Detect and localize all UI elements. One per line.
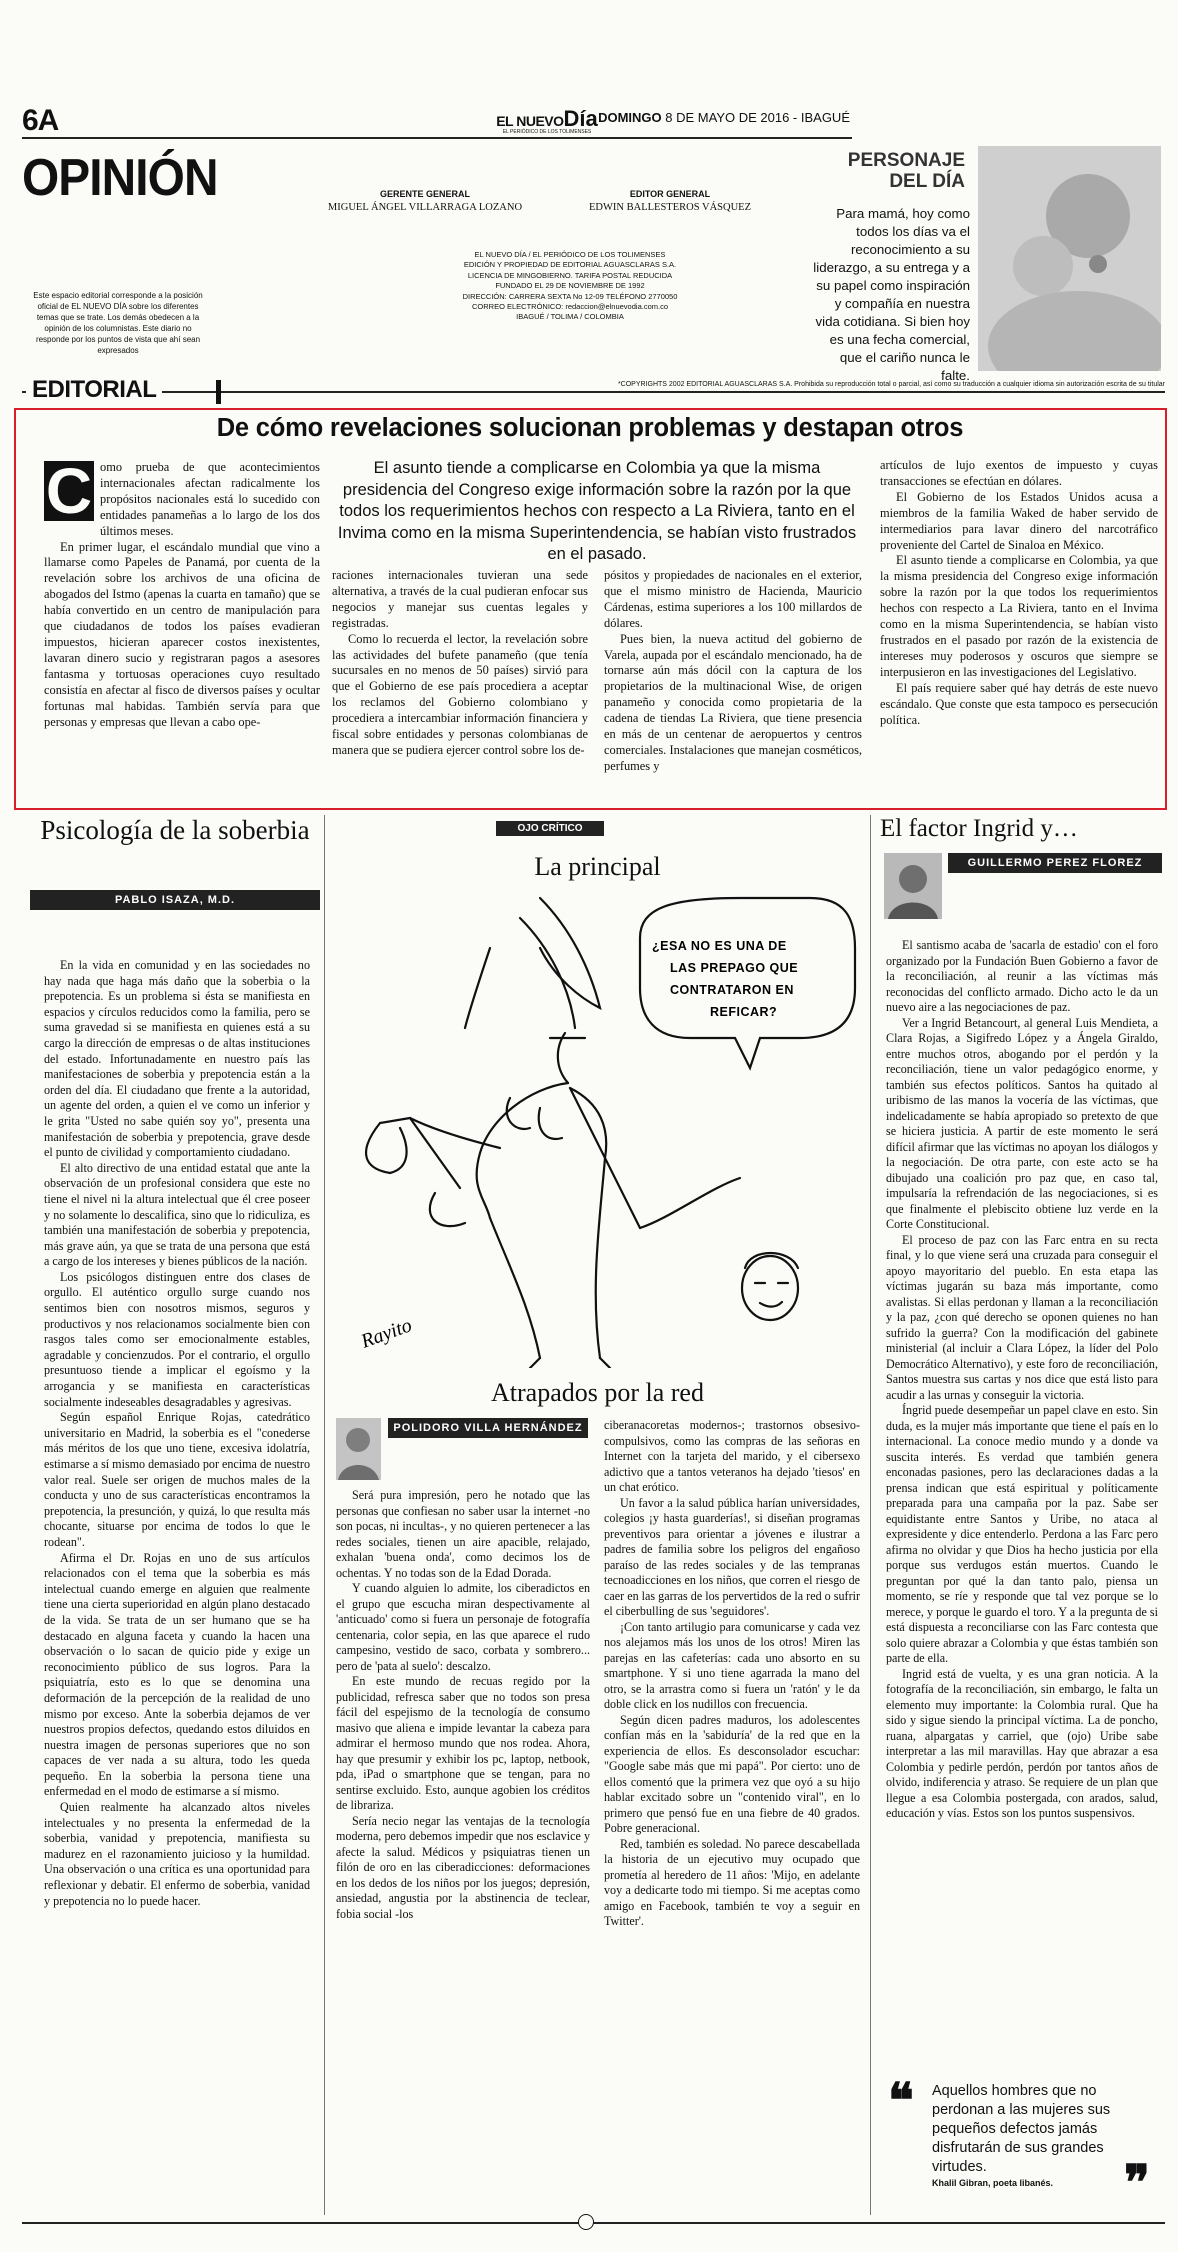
right-column-author: GUILLERMO PEREZ FLOREZ bbox=[948, 853, 1162, 873]
imprint-line: CORREO ELECTRÓNICO: redaccion@elnuevodia.com.co bbox=[471, 302, 668, 312]
editorial-paragraph: El país requiere saber qué hay detrás de este nuevo escándalo. Que conste que esta tampoco es persecución política. bbox=[880, 680, 1158, 727]
article-paragraph: Quien realmente ha alcanzado altos niveles intelectuales y no presenta la enfermedad de la soberbia, vanidad y prepotencia, manifiesta su madurez en el razonamiento juicioso y la humildad. Una observación o una crítica es una oportunidad para reflexionar y debatir. El enfermo de soberbia, vanidad y prepotencia no lo puede hacer. bbox=[44, 1800, 310, 1908]
pull-quote bbox=[888, 2075, 1158, 2210]
article-paragraph: El alto directivo de una entidad estatal que ante la observación de un profesional considera que este no tiene el nivel ni la altura intelectual que él cree poseer y no solamente lo descalifica, sino que lo ridiculiza, es también una manifestación de soberbia y prepotencia, más grave aún, ya que se trata de una persona que está a cargo de los intereses y bienes públicos de la nación. bbox=[44, 1160, 310, 1269]
article-paragraph: El proceso de paz con las Farc entra en su recta final, y lo que viene será una cruzada para conseguir el apoyo mayoritario del pueblo. En esta etapa las víctimas jugarán su baza más importante, como avalistas. Si ellas perdonan y llaman a la reconciliación y la paz, ¿con qué derecho se oponen quienes no han sufrido la guerra? Con la modificación del gabinete ministerial (al incluir a Clara López, la líder del Polo Democrático Alternativo), y este foro de reconciliación, Santos muestra sus cartas y nos dice que está listo para acudir a las urnas y conseguir la victoria. bbox=[886, 1232, 1158, 1402]
column-divider bbox=[870, 815, 871, 2215]
article-paragraph: Y cuando alguien lo admite, los ciberadictos en el grupo que escucha miran despectivamente al 'anticuado' como si fuera un personaje de fotografía centenaria, color sepia, en las que aparece el rudo campesino, vestido de saco, corbata y sombrero... pero de 'pata al suelo': descalzo. bbox=[336, 1581, 590, 1673]
editorial-paragraph: artículos de lujo exentos de impuesto y cuyas transacciones se efectúan en dólares. bbox=[880, 458, 1158, 488]
editorial-col-1 bbox=[44, 455, 320, 730]
editorial-col-2 bbox=[332, 568, 588, 759]
editorial-disclaimer: Este espacio editorial corresponde a la posición oficial de EL NUEVO DÍA sobre los diferentes temas que se trate. Los demás obedecen a la opinión de los columnistas. Este diario no responde por los puntos de vista que ahí sean expresados bbox=[33, 291, 203, 355]
quote-author: Khalil Gibran, poeta libanés. bbox=[932, 2178, 1054, 2188]
left-column-title: Psicología de la soberbia bbox=[40, 815, 310, 845]
logo-sub: EL PERIÓDICO DE LOS TOLIMENSES bbox=[502, 129, 592, 135]
imprint-line: DIRECCIÓN: CARRERA SEXTA No 12-09 TELÉFONO 2770050 bbox=[462, 291, 678, 301]
editor-title: EDITOR GENERAL bbox=[629, 189, 711, 199]
column-divider bbox=[324, 815, 325, 2215]
editorial-paragraph: El asunto tiende a complicarse en Colombia, ya que la misma presidencia del Congreso exige información sobre la razón por la que todos los requerimientos hechos con respecto a La Riviera, tanto en el Invima como en la misma Superintendencia, se habían visto frustrados en el pasado por razón de la existencia de intereses muy poderosos y oscuros que siempre se interpusieron en las investigaciones del Legislativo. bbox=[880, 553, 1158, 679]
editorial-paragraph: El Gobierno de los Estados Unidos acusa a miembros de la familia Waked de haber servido de intermediarios para lavar dinero del narcotráfico proveniente del Cartel de Sinaloa en México. bbox=[880, 489, 1158, 552]
article-paragraph: Afirma el Dr. Rojas en uno de sus artículos relacionados con el tema que la soberbia es más intelectual cuando emerge en alguien que realmente tiene una cierta superioridad en algún plano destacado de la vida. Se trata de un ser humano que se ha destacado en alguna faceta y cuando la hacen una observación o lo sacan de quicio pide y exige un reconocimiento público de sus logros. Para la psiquiatría, esto es lo que se denomina una deformación de la percepción de la realidad de uno mismo por exceso. Ante la soberbia dejamos de ver nuestros propios defectos, quedando estos diluidos en nuestra imagen de personas superiores que no son capaces de ver nada a su altura, todo les queda pequeño. En la soberbia la persona tiene una enfermedad en el modo de estimarse a sí mismo. bbox=[44, 1550, 310, 1799]
left-column-body bbox=[44, 958, 310, 1909]
editor-name: EDWIN BALLESTEROS VÁSQUEZ bbox=[589, 202, 751, 213]
left-column-author: PABLO ISAZA, M.D. bbox=[30, 890, 320, 910]
editorial-paragraph: omo prueba de que acontecimientos internacionales afectan radicalmente los propósitos nacionales está lo sucedido con entidades panameñas a lo largo de los dos últimos meses. bbox=[100, 460, 320, 538]
editorial-paragraph: raciones internacionales tuvieran una sede alternativa, a través de la cual pudieran enfocar sus negocios y manejar sus cuentas legales y registradas. bbox=[332, 568, 588, 630]
editorial-paragraph: Como lo recuerda el lector, la revelación sobre las actividades del bufete panameño (que tenía sucursales en no menos de 50 países) sirvió para que el Gobierno de ese país procediera a aceptar los reclamos del Gobierno colombiano y procediera a intercambiar información financiera y fiscal sobre entidades y personas colombianas de manera que se pudiera ejercer control sobre los de- bbox=[332, 631, 588, 757]
article-paragraph: En este mundo de recuas regido por la publicidad, refresca saber que no todos son presa fácil del espejismo de la tecnología de consumo masivo que aliena e impide levantar la cabeza para admirar el hermoso mundo que nos rodea. Ahora, hay que presumir y exhibir los pc, laptop, netbook, pda, iPad o smartphone que se tengan, para no sentirse excluido. Esto, aunque agobien los créditos de librariza. bbox=[336, 1674, 590, 1812]
photo-icon bbox=[978, 146, 1161, 371]
author-portrait-icon bbox=[884, 853, 942, 919]
article-paragraph: Según español Enrique Rojas, catedrático universitario en Madrid, la soberbia es el "conederse más méritos de los que uno tiene, excesiva idolatría, estimarse a sí mismo demasiado por encima de nuestro valor real. Suele ser origen de muchos males de la conducta y uno de sus características encontramos la prepotencia, la presunción, y quizá, lo que resulta más chocante, situarse por encima de todos lo que le rodean". bbox=[44, 1410, 310, 1549]
article-paragraph: Según dicen padres maduros, los adolescentes confían más en la 'sabiduría' de la red que en la experiencia de ellos. Es desconsolador escuchar: "Google sabe más que mi papá". Por cierto: uno de ellos comentó que la primera vez que oyó a su hijo hablar excitado sobre un "contenido viral", en lo primero que pensó fue en una fiebre de 40 grados. Pobre generacional. bbox=[604, 1712, 860, 1835]
editorial-label: EDITORIAL bbox=[26, 376, 162, 404]
section-title: OPINIÓN bbox=[22, 149, 218, 207]
masthead-rule bbox=[22, 137, 852, 139]
justice-figure-icon bbox=[340, 888, 860, 1368]
logo-dia: Día bbox=[563, 106, 598, 131]
gerente-title: GERENTE GENERAL bbox=[379, 189, 470, 199]
author-photo bbox=[336, 1418, 381, 1480]
article-paragraph: En la vida en comunidad y en las sociedades no hay nada que haga más daño que la soberbia o la prepotencia. Es un problema si ésta se manifiesta en espacios y círculos reducidos como la familia, pero se suma gravedad si se manifiesta en quienes está a su cargo la dirección de empresas o de altas instituciones del estado. Infortunadamente en nuestro país las manifestaciones de soberbia y prepotencia están a la orden del día. El ciudadano que frente a la autoridad, un agente del orden, a quien el ve como un inferior y le grita "Usted no sabe quién soy yo", presenta una manifestación de soberbia y prepotencia, grave desde el punto de civilidad y comportamiento ciudadano. bbox=[44, 958, 310, 1160]
right-column-title: El factor Ingrid y… bbox=[880, 815, 1078, 842]
imprint-line: EDICIÓN Y PROPIEDAD DE EDITORIAL AGUASCLARAS S.A. bbox=[463, 260, 677, 270]
personaje-title-2: DEL DÍA bbox=[889, 171, 965, 192]
article-paragraph: Red, también es soledad. No parece descabellada la historia de un ejecutivo muy ocupado que prometía al heredero de 11 años: 'Mijo, en adelante voy a dedicarte todo mi tiempo. Si me aceptas como amigo en Facebook, también te voy a seguir en Twitter'. bbox=[604, 1836, 860, 1928]
logo-el: EL NUEVO bbox=[496, 113, 564, 129]
right-column-body bbox=[886, 938, 1158, 1822]
quote-text: Aquellos hombres que no perdonan a las mujeres sus pequeños defectos jamás disfrutarán de sus grandes virtudes. bbox=[932, 2083, 1111, 2175]
personaje-text: Para mamá, hoy como todos los días va el reconocimiento a su liderazgo, a su entrega y a su papel como inspiración y compañía en nuestra vida cotidiana. Si bien hoy es una fecha comercial, que el cariño nunca le falte. bbox=[813, 206, 970, 383]
cartoon-section-label: OJO CRÍTICO bbox=[496, 821, 604, 836]
mother-child-photo bbox=[978, 146, 1161, 371]
label-bar bbox=[216, 380, 221, 404]
imprint-line: IBAGUÉ / TOLIMA / COLOMBIA bbox=[516, 312, 624, 322]
editorial-col-3 bbox=[604, 568, 862, 775]
speech-text-line: ¿ESA NO ES UNA DE LAS PREPAGO QUE CONTRATARON EN REFICAR? bbox=[652, 939, 799, 1019]
article-paragraph: Será pura impresión, pero he notado que las personas que confiesan no saber usar la internet -no son pocas, ni incultas-, y no quieren pertenecer a las redes sociales, tienen un aire apacible, relajado, exhalan 'buena onda', como decimos los de ochentas. Y no todas son de la Edad Dorada. bbox=[336, 1488, 590, 1580]
editorial-col-4 bbox=[880, 458, 1158, 728]
editorial-rule bbox=[22, 391, 1165, 393]
editorial-paragraph: pósitos y propiedades de nacionales en el exterior, que el mismo ministro de Hacienda, Mauricio Cárdenas, estima superiores a los 100 millardos de dólares. bbox=[604, 568, 862, 630]
article-paragraph: Los psicólogos distinguen entre dos clases de orgullo. El auténtico orgullo surge cuando nos sentimos bien con nosotros mismos, seguros y productivos y nos relacionamos socialmente bien con rasgos tales como ser emocionalmente estables, agradable y concienzudos. Por el contrario, el orgullo presuntuoso tiende a implicar el egoísmo y la arrogancia y se manifiesta en características socialmente indeseables desagradables y agresivas. bbox=[44, 1269, 310, 1409]
date-rest: 8 DE MAYO DE 2016 - IBAGUÉ bbox=[665, 110, 850, 125]
article-paragraph: Un favor a la salud pública harían universidades, colegios ¡y hasta guarderías!, si diseñan programas preventivos para orientar a jóvenes e ilustrar a padres de familia sobre los peligros del engañoso paraíso de las redes sociales y de las tempranas tecnoadicciones en los niños, que corren el riesgo de caer en las garras de los pervertidos de la red o sufrir el ciberbulling de sus 'seguidores'. bbox=[604, 1495, 860, 1618]
editorial-paragraph: Pues bien, la nueva actitud del gobierno de Varela, aupada por el escándalo mencionado, ha de tornarse aún más dócil con la captura de los propietarios de la multinacional Wise, de origen panameño y conocida como propietaria de la cadena de tiendas La Riviera, que tiene presencia en más de un centenar de aeropuertos y centros comerciales. Instalaciones que manejan cosméticos, perfumes y bbox=[604, 631, 862, 773]
center-column-author: POLIDORO VILLA HERNÁNDEZ bbox=[388, 1418, 588, 1438]
dropcap: C bbox=[45, 455, 93, 527]
page-number: 6A bbox=[22, 104, 59, 137]
author-photo bbox=[884, 853, 942, 919]
cartoon-title: La principal bbox=[534, 852, 661, 881]
imprint bbox=[420, 250, 720, 323]
article-paragraph: ¡Con tanto artilugio para comunicarse y cada vez nos alejamos más los unos de los otros! Miren las parejas en las cafeterías: cada uno absorto en su smartphone. Y si uno tiene agarrada la mano del otro, se la arrastra como si fuera un 'ratón' y le da doble click en los nudillos con frecuencia. bbox=[604, 1619, 860, 1711]
personaje-title bbox=[780, 150, 965, 192]
imprint-line: LICENCIA DE MINGOBIERNO. TARIFA POSTAL REDUCIDA bbox=[467, 270, 673, 280]
center-column-title: Atrapados por la red bbox=[491, 1378, 704, 1407]
personaje-title-1: PERSONAJE bbox=[847, 150, 965, 171]
editorial-paragraph: En primer lugar, el escándalo mundial que vino a llamarse como Papeles de Panamá, por cuenta de la revelación sobre los archivos de una oficina de abogados del Istmo (apenas la cuarta en tamaño) que se había convertido en un centro de manipulación para que ciudadanos de todos los países evadieran impuestos, hicieran aparecer costos inexistentes, lavaran dinero sucio y registraran pagos a asesores fantasma y tortuosas operaciones cuyo resultado consistía en afectar al fisco de diversos países y ocultar fortunas mal habidas. También servía para que personas y empresas que llevan a cabo ope- bbox=[44, 539, 320, 729]
cartoon-drawing bbox=[340, 888, 860, 1368]
center-column-body-b bbox=[604, 1418, 860, 1930]
issue-date bbox=[570, 110, 850, 125]
article-paragraph: Ingrid está de vuelta, y es una gran noticia. A la fotografía de la reconciliación, sin embargo, le falta un elemento muy importante: la Colombia rural. Que ha sido y sigue siendo la principal víctima. La de poncho, ruana, alpargatas y carriel, que (ojo) Uribe sabe interpretar a las mil maravillas. Hay que abrazar a esa Colombia y pedirle perdón, perdón por tantos años de olvido, indiferencia y atraso. Se requiere de un plan que llegue a esa Colombia postergada, con arados, salud, educación y vías. Estos son los puntos suspensivos. bbox=[886, 1666, 1158, 1820]
open-quote-icon: ❝ bbox=[888, 2075, 914, 2128]
editorial-deck: El asunto tiende a complicarse en Colombia ya que la misma presidencia del Congreso exige información sobre la razón por la que todos los requerimientos hechos con respecto a La Riviera, tanto en el Invima como en la misma Superintendencia, se habían visto frustrados en el pasado. bbox=[337, 459, 857, 563]
article-paragraph: ciberanacoretas modernos-; trastornos obsesivo-compulsivos, como las compras de las señoras en Internet con la tarjeta del marido, y el cibersexo adictivo que a tantos veteranos ha dejado 'tiesos' en un chat erótico. bbox=[604, 1418, 860, 1494]
close-quote-icon: ❞ bbox=[1124, 2157, 1150, 2210]
article-paragraph: Íngrid puede desempeñar un papel clave en esto. Sin duda, es la mujer más importante que tiene el país en lo internacional. La conoce medio mundo y a donde va suscita interés. Es verdad que también genera enconadas pasiones, pero las declaraciones dadas a la prensa indican que está espiritual y políticamente preparada para una campaña por la paz. Sabe ser equidistante entre Santos y Uribe, no ataca al expresidente y dice entenderlo. Perdona a las Farc pero afirma no olvidar y que Dios ha hecho justicia por ella porque sus verdugos están muertos. Cuando le preguntan por qué la dan tanto palo, piensa un momento, se ríe y responde que tal vez porque se lo merece, y porque le guardo el toro. Y a la pregunta de si está dispuesta a reconciliarse con las Farc contesta que solo quiere abrazar a Colombia y que éstas también son parte de ella. bbox=[886, 1403, 1158, 1665]
cartoon-signature: Rayito bbox=[358, 1314, 415, 1353]
article-paragraph: Ver a Ingrid Betancourt, al general Luis Mendieta, a Clara Rojas, a Sigifredo López y a Ángela Giraldo, entre muchos otros, abogando por el perdón y la reconciliación, tiene un valor pedagógico enorme, y también sus efectos políticos. Santos ha quitado al uribismo de las manos la vocería de las víctimas, que indelicadamente se había apropiado so pretexto de que se hiciera justicia. A partir de este momento le será difícil afirmar que las víctimas no apoyan los diálogos y la negociación. De otra parte, con este acto se ha dibujado una coalición pro paz que, en caso tal, impulsaría la refrendación de las negociaciones, si es que finalmente el plebiscito obtiene luz verde en la Corte Constitucional. bbox=[886, 1015, 1158, 1231]
center-column-body-a bbox=[336, 1488, 590, 1922]
date-day: DOMINGO bbox=[598, 110, 662, 125]
editorial-headline: De cómo revelaciones solucionan problemas y destapan otros bbox=[216, 414, 964, 442]
article-paragraph: El santismo acaba de 'sacarla de estadio' con el foro organizado por la Fundación Buen Gobierno a favor de la reconciliación, al reunir a las víctimas más reconocidas del conflicto armado. Dicho acto le da un nuevo aire a las negociaciones de paz. bbox=[886, 938, 1158, 1014]
imprint-line: FUNDADO EL 29 DE NOVIEMBRE DE 1992 bbox=[495, 281, 645, 291]
copyright: *COPYRIGHTS 2002 EDITORIAL AGUASCLARAS S.A. Prohibida su reproducción total o parcial, así como su traducción a cualquier idioma sin autorización escrita de su titular bbox=[617, 381, 1165, 388]
gerente-name: MIGUEL ÁNGEL VILLARRAGA LOZANO bbox=[327, 202, 523, 213]
imprint-line: EL NUEVO DÍA / EL PERIÓDICO DE LOS TOLIMENSES bbox=[474, 250, 666, 259]
article-paragraph: Sería necio negar las ventajas de la tecnología moderna, pero debemos impedir que nos esclavice y afecte la salud. Médicos y psiquiatras tienen un filón de oro en las ciberadicciones: deformaciones en los dedos de los niños por los juegos; depresión, ansiedad, angustia por la abstinencia de teclear, fobia social -los bbox=[336, 1813, 590, 1921]
registration-mark-icon bbox=[578, 2214, 594, 2230]
author-portrait-icon bbox=[336, 1418, 381, 1480]
